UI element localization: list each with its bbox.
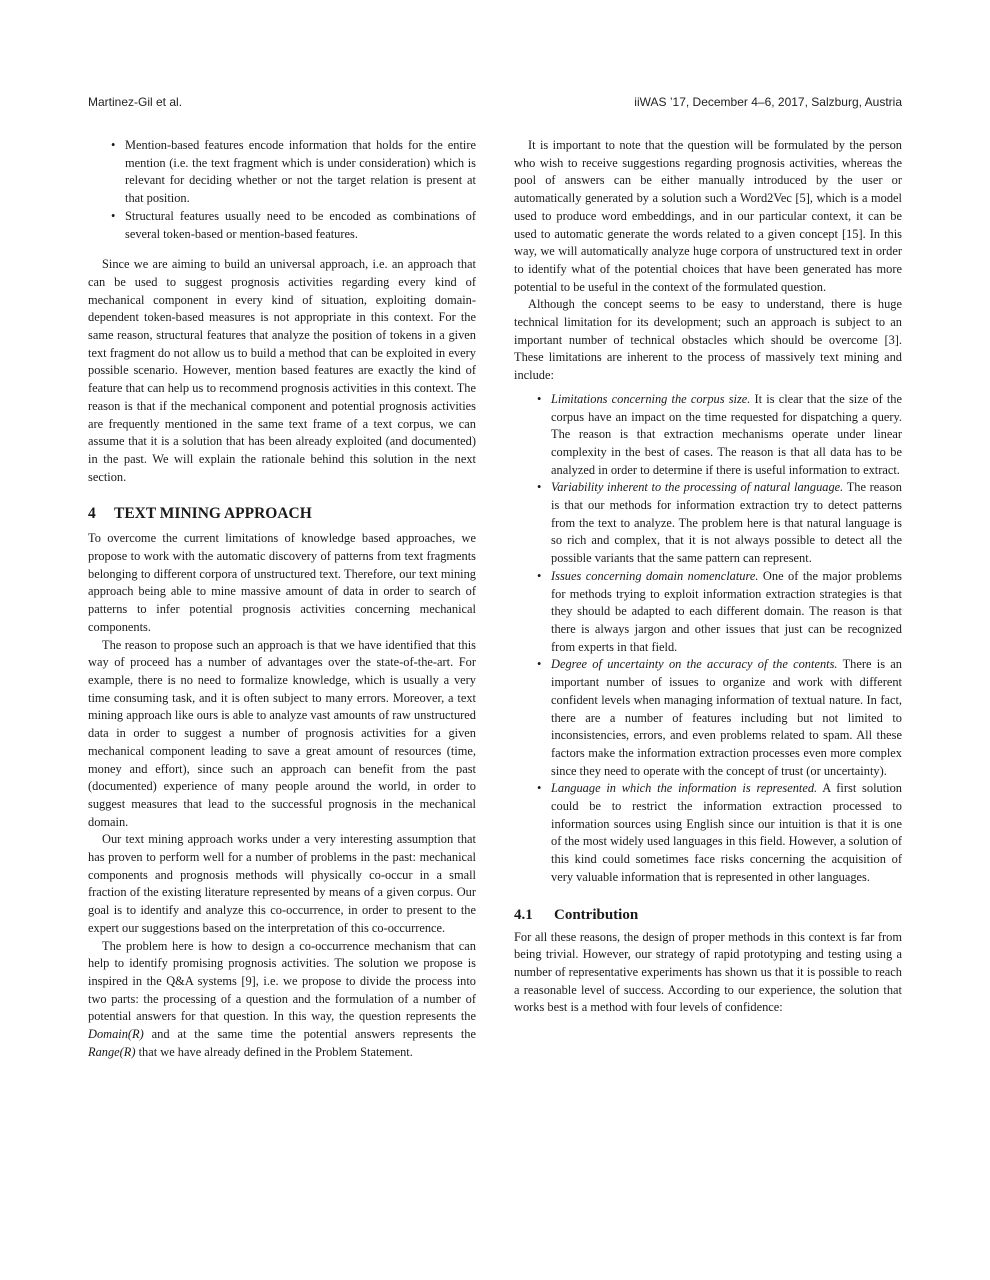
limitations-list [514, 391, 902, 887]
header-authors: Martinez-Gil et al. [88, 95, 183, 109]
subsection-heading [514, 905, 902, 925]
subsection-number: 4.1 [514, 906, 533, 923]
subsection-title: Contribution [554, 906, 639, 923]
paragraph-reason: The reason to propose such an approach is that we have identified that this way of proceed has a number of advantages over the state-of-the-art. For example, there is no need to formalize knowledge, which is usually a very time consuming task, and it is often subject to many errors. Moreover, a text mining approach like ours is able to analyze vast amounts of raw unstructured data in order to suggest a number of prognosis activities for a given mechanical component leading to save a great amount of resources (time, money and effort), since such an approach can benefit from the past (documented) experience of many people around the world, in order to suggest measures that lead to the successful prognosis in the mechanical domain. [88, 637, 476, 829]
list-item: • Limitations concerning the corpus size. It is clear that the size of the corpus have an impact on the time requested for dispatching a query. The reason is that extraction mechanisms operate under linear complexity in the best of cases. The reason is that all data has to be analyzed in order to determine if there is useful information to extract. [551, 391, 902, 480]
paragraph-assumption: Our text mining approach works under a very interesting assumption that has proven to perform well for a number of problems in the past: mechanical components and prognosis methods will physically co-occur in a small fraction of the existing literature represented by means of a given corpus. Our goal is to identify and analyze this co-occurrence, in order to present to the expert our suggestions based on the interpretation of this co-occurrence. [88, 832, 476, 935]
paragraph-important: It is important to note that the question will be formulated by the person who wish to receive suggestions regarding prognosis activities, whereas the pool of answers can be either manually introduced by the user or automatically generated by a solution such a Word2Vec [5], which is a model used to produce word embeddings, and in our particular context, it can be used to automatic generate the words related to a given concept [15]. In this way, we will automatically analyze huge corpora of unstructured text in order to identify what of the potential choices that have been generated has more potential to be useful in the context of the formulated question. [514, 138, 902, 294]
list-item: • Mention-based features encode information that holds for the entire mention (i.e. the text fragment which is under consideration) which is relevant for deciding whether or not the target relation is present at that position. [125, 137, 476, 208]
left-column [88, 137, 476, 1061]
paragraph-overcome: To overcome the current limitations of knowledge based approaches, we propose to work with the automatic discovery of patterns from text fragments belonging to different corpora of unstructured text. Therefore, our text mining approach being able to mine massive amount of data in order to search of patterns to infer potential prognosis activities concerning mechanical components. [88, 531, 476, 634]
section-number: 4 [88, 505, 96, 523]
header-venue: iiWAS ’17, December 4–6, 2017, Salzburg, Austria [634, 95, 902, 109]
paragraph-co-occurrence: The problem here is how to design a co-occurrence mechanism that can help to identify promising prognosis activities. The solution we propose is inspired in the Q&A systems [9], i.e. we propose to divide the process into two parts: the processing of a question and the formulation of a number of potential answers for that question. In this way, the question represents the Domain(R) and at the same time the potential answers represents the Range(R) that we have already defined in the Problem Statement. [88, 938, 476, 1059]
range-term: Range(R) [88, 1044, 136, 1059]
right-column [514, 137, 902, 1017]
section-title: TEXT MINING APPROACH [114, 505, 312, 523]
feature-bullet-list [88, 137, 476, 243]
running-header [88, 95, 902, 109]
section-heading [88, 504, 476, 524]
paragraph-contribution: For all these reasons, the design of proper methods in this context is far from being trivial. However, our strategy of rapid prototyping and testing using a number of representative experiments has shown us that it is possible to reach a reasonable level of success. According to our experience, the solution that works best is a method with four levels of confidence: [514, 929, 902, 1015]
domain-term: Domain(R) [88, 1027, 144, 1042]
list-item: • Variability inherent to the processing of natural language. The reason is that our methods for information extraction try to detect patterns from the text to analyze. The problem here is that natural language is so rich and complex, that it is not always possible to detect all the possible variants that the same pattern can represent. [551, 479, 902, 568]
paragraph-universal-approach: Since we are aiming to build an universal approach, i.e. an approach that can be used to suggest prognosis activities regarding every kind of mechanical component in every kind of situation, exploiting domain-dependent token-based measures is not appropriate in this context. For the same reason, structural features that analyze the position of tokens in a given text fragment do not allow us to build a method that can be exploited in every possible scenario. However, mention based features are exactly the kind of feature that can help us to recommend prognosis activities in this context. The reason is that if the mechanical component and potential prognosis activities are frequently mentioned in the same text frame of a text corpus, we can assume that it is a solution that has been already exploited (and documented) in the past. We will explain the rationale behind this solution in the next section. [88, 257, 476, 484]
paragraph-although: Although the concept seems to be easy to understand, there is huge technical limitation for its development; such an approach is subject to an important number of technical obstacles which should be overcome [3]. These limitations are inherent to the process of massively text mining and include: [514, 297, 902, 383]
list-item: • Structural features usually need to be encoded as combinations of several token-based or mention-based features. [125, 208, 476, 243]
list-item: • Language in which the information is represented. A first solution could be to restrict the information extraction processed to information sources using English since our intuition is that it is one of the most widely used languages in this field. However, a solution of this kind could sometimes face risks concerning the acquisition of very valuable information that is represented in other languages. [551, 780, 902, 886]
list-item: • Degree of uncertainty on the accuracy of the contents. There is an important number of issues to organize and work with different confident levels when managing information of textual nature. In fact, there are a number of features including but not limited to inconsistencies, errors, and even problems related to spam. All these factors make the information extraction processes even more complex since they need to operate with the concept of trust (or uncertainty). [551, 656, 902, 780]
list-item: • Issues concerning domain nomenclature. One of the major problems for methods trying to exploit information extraction strategies is that they should be adapted to each different domain. The reason is that there is always jargon and other issues that just can be recognized from experts in that field. [551, 568, 902, 657]
